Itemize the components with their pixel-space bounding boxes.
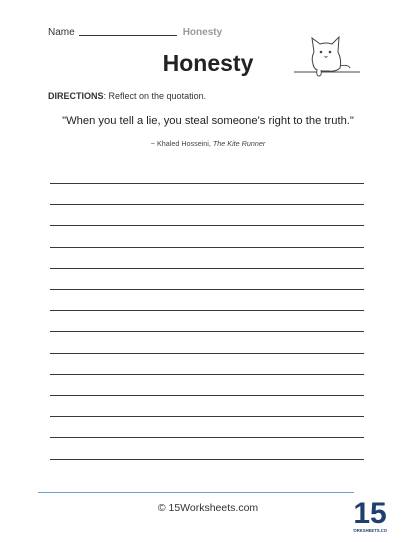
name-label: Name bbox=[48, 27, 75, 38]
footer-rule bbox=[38, 492, 354, 493]
name-blank-line[interactable] bbox=[79, 26, 177, 36]
writing-line[interactable] bbox=[50, 289, 364, 290]
15worksheets-logo-icon bbox=[353, 492, 387, 543]
writing-line[interactable] bbox=[50, 437, 364, 438]
quotation: "When you tell a lie, you steal someone's right to the truth." bbox=[62, 115, 354, 127]
topic-label: Honesty bbox=[182, 27, 223, 38]
directions bbox=[48, 91, 206, 101]
writing-line[interactable] bbox=[50, 459, 364, 460]
writing-line[interactable] bbox=[50, 204, 364, 205]
writing-line[interactable] bbox=[50, 416, 364, 417]
writing-line[interactable] bbox=[50, 395, 364, 396]
writing-line[interactable] bbox=[50, 225, 364, 226]
worksheet-title: Honesty bbox=[162, 50, 254, 76]
writing-line[interactable] bbox=[50, 353, 364, 354]
directions-label: DIRECTIONS bbox=[48, 91, 104, 101]
attribution-author: ~ Khaled Hosseini, bbox=[150, 139, 213, 148]
quote-attribution bbox=[0, 139, 416, 148]
name-row bbox=[48, 26, 222, 38]
logo-text: ORKSHEETS.CO bbox=[353, 528, 387, 533]
writing-line[interactable] bbox=[50, 374, 364, 375]
writing-line[interactable] bbox=[50, 247, 364, 248]
writing-line[interactable] bbox=[50, 268, 364, 269]
directions-text: : Reflect on the quotation. bbox=[103, 91, 207, 101]
writing-line[interactable] bbox=[50, 183, 364, 184]
logo-number: 15 bbox=[353, 497, 387, 530]
writing-line[interactable] bbox=[50, 310, 364, 311]
footer-copyright: © 15Worksheets.com bbox=[157, 502, 259, 514]
writing-line[interactable] bbox=[50, 331, 364, 332]
attribution-work: The Kite Runner bbox=[212, 139, 266, 148]
